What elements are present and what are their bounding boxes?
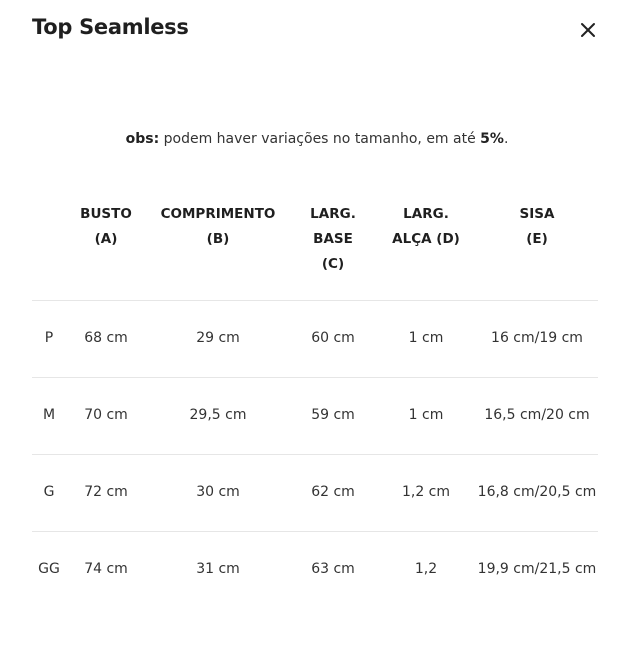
header-line: BUSTO	[80, 206, 132, 222]
busto-cell: 72 cm	[66, 455, 146, 532]
comprimento-cell: 31 cm	[196, 561, 240, 577]
largura-base-cell: 59 cm	[290, 378, 376, 455]
note-prefix: obs:	[125, 131, 160, 147]
largura-base-cell: 62 cm	[290, 455, 376, 532]
busto-cell: 68 cm	[66, 301, 146, 378]
header-sisa	[476, 194, 598, 301]
header-line: ALÇA (D)	[392, 231, 460, 247]
close-button[interactable]	[576, 18, 600, 42]
header-line: (B)	[206, 231, 230, 247]
busto-cell: 70 cm	[66, 378, 146, 455]
header-row	[32, 194, 598, 301]
largura-alca-cell: 1 cm	[376, 378, 476, 455]
header-line: SISA	[519, 206, 555, 222]
close-icon	[576, 18, 600, 42]
busto-cell: 74 cm	[84, 561, 128, 577]
size-table-header	[32, 194, 598, 301]
size-label-cell: P	[32, 301, 66, 378]
modal-title: Top Seamless	[32, 15, 189, 39]
header-largura-base	[290, 194, 376, 301]
measurement-note	[0, 131, 634, 147]
note-text: podem haver variações no tamanho, em até	[159, 131, 481, 147]
header-line: BASE	[313, 231, 353, 247]
header-line: (C)	[321, 256, 345, 272]
comprimento-cell: 30 cm	[146, 455, 290, 532]
table-row	[32, 532, 598, 609]
largura-alca-cell: 1,2	[414, 561, 438, 577]
sisa-cell: 16 cm/19 cm	[476, 301, 598, 378]
table-row	[32, 455, 598, 532]
header-line: LARG.	[310, 206, 356, 222]
header-size	[32, 194, 66, 301]
header-line: LARG.	[403, 206, 449, 222]
largura-alca-cell: 1,2 cm	[376, 455, 476, 532]
largura-base-cell: 63 cm	[311, 561, 355, 577]
size-table	[32, 194, 598, 608]
table-row	[32, 301, 598, 378]
header-comprimento	[146, 194, 290, 301]
largura-base-cell: 60 cm	[290, 301, 376, 378]
header-line: (A)	[94, 231, 118, 247]
sisa-cell: 16,5 cm/20 cm	[476, 378, 598, 455]
size-label-cell: M	[32, 378, 66, 455]
header-line: COMPRIMENTO	[160, 206, 276, 222]
header-line: (E)	[526, 231, 548, 247]
largura-alca-cell: 1 cm	[376, 301, 476, 378]
note-percent: 5%	[480, 131, 504, 147]
sisa-cell: 19,9 cm/21,5 cm	[477, 561, 597, 577]
sisa-cell: 16,8 cm/20,5 cm	[476, 455, 598, 532]
header-busto	[66, 194, 146, 301]
comprimento-cell: 29,5 cm	[146, 378, 290, 455]
size-table-body	[32, 301, 598, 609]
header-largura-alca	[376, 194, 476, 301]
size-label-cell: GG	[38, 561, 60, 577]
note-suffix: .	[503, 131, 509, 147]
comprimento-cell: 29 cm	[146, 301, 290, 378]
size-label-cell: G	[32, 455, 66, 532]
table-row	[32, 378, 598, 455]
